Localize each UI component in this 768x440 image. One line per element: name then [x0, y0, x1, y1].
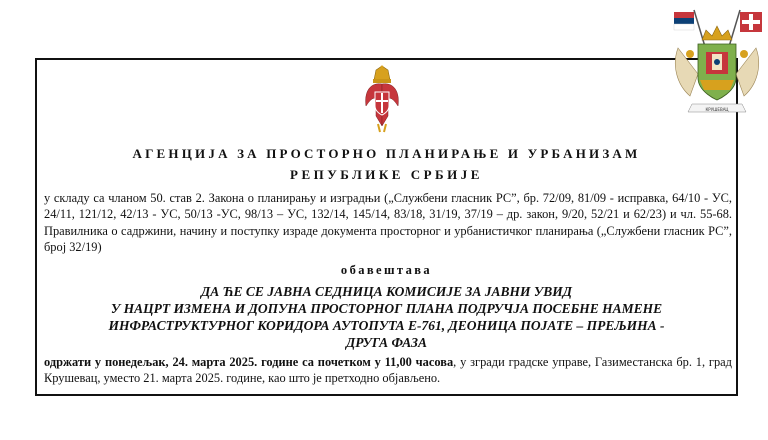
- session-paragraph: [44, 354, 732, 387]
- session-location: , у згради градске управе, Газиместанска бр. 1, град Крушевац, уместо 21. марта 2025. године, као што је претходно објављено.: [44, 355, 732, 386]
- headline-line: ДА ЋЕ СЕ ЈАВНА СЕДНИЦА КОМИСИЈЕ ЗА ЈАВНИ УВИД: [201, 284, 572, 299]
- emblem-ribbon-text: КРУШЕВАЦ: [705, 107, 729, 112]
- headline-line: ИНФРАСТРУКТУРНОГ КОРИДОРА АУТОПУТА Е-761, ДЕОНИЦА ПОЈАТЕ – ПРЕЉИНА -: [108, 318, 665, 333]
- agency-title: АГЕНЦИЈА ЗА ПРОСТОРНО ПЛАНИРАЊЕ И УРБАНИЗАМ: [132, 146, 641, 161]
- headline-line: У НАЦРТ ИЗМЕНА И ДОПУНА ПРОСТОРНОГ ПЛАНА ПОДРУЧЈА ПОСЕБНЕ НАМЕНЕ: [110, 301, 663, 316]
- session-datetime: одржати у понедељак, 24. марта 2025. године са почетком у 11,00 часова: [44, 355, 454, 369]
- agency-subtitle: РЕПУБЛИКЕ СРБИЈЕ: [290, 167, 483, 182]
- notifies-label: обавештава: [340, 263, 433, 277]
- serbian-coat-of-arms-icon: [362, 64, 402, 134]
- legal-basis-paragraph: у складу са чланом 50. став 2. Закона о планирању и изградњи („Службени гласник РС”, бр. 72/09, 81/09 - исправка, 64/10 - УС, 24/11, 121/12, 42/13 - УС, 50/13 -УС, 98/13 – УС, 132/14, 145/14, 83/18, 31/19, 37/19 – др. закон, 9/20, 52/21 и 62/23) и чл. 55-68. Правилника о садржини, начину и поступку израде документа просторног и урбанистичког планирања („Службени гласник РС”, број 32/19): [44, 191, 732, 254]
- krusevac-city-emblem-icon: [668, 4, 766, 122]
- announcement-headline: [35, 283, 738, 351]
- headline-line: ДРУГА ФАЗА: [346, 335, 427, 350]
